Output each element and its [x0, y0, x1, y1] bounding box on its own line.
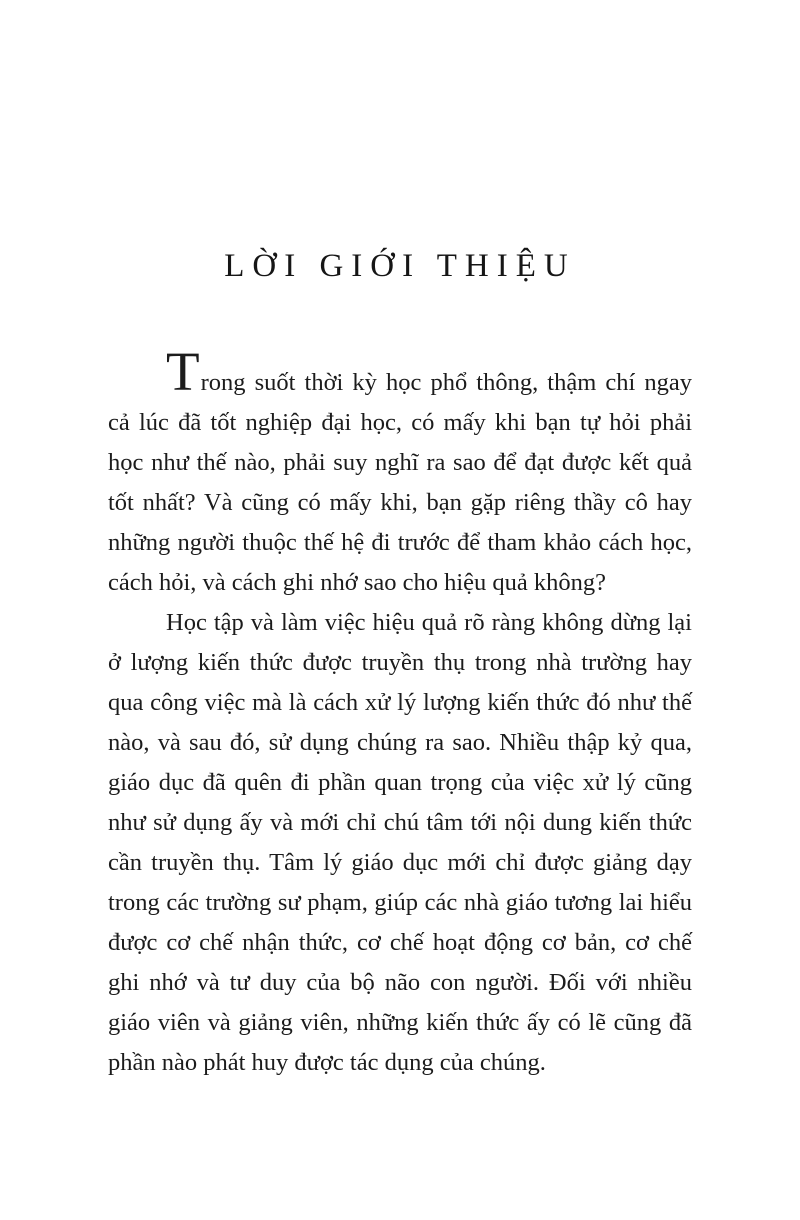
paragraph-1 [108, 341, 692, 603]
chapter-title: LỜI GIỚI THIỆU [224, 248, 576, 284]
paragraph-2: Học tập và làm việc hiệu quả rõ ràng không dừng lại ở lượng kiến thức được truyền thụ trong nhà trường hay qua công việc mà là cách xử lý lượng kiến thức đó như thế nào, và sau đó, sử dụng chúng ra sao. Nhiều thập kỷ qua, giáo dục đã quên đi phần quan trọng của việc xử lý cũng như sử dụng ấy và mới chỉ chú tâm tới nội dung kiến thức cần truyền thụ. Tâm lý giáo dục mới chỉ được giảng dạy trong các trường sư phạm, giúp các nhà giáo tương lai hiểu được cơ chế nhận thức, cơ chế hoạt động cơ bản, cơ chế ghi nhớ và tư duy của bộ não con người. Đối với nhiều giáo viên và giảng viên, những kiến thức ấy có lẽ cũng đã phần nào phát huy được tác dụng của chúng. [108, 609, 692, 1076]
drop-cap: T [166, 341, 201, 402]
paragraph-1-text: rong suốt thời kỳ học phổ thông, thậm chí ngay cả lúc đã tốt nghiệp đại học, có mấy khi bạn tự hỏi phải học như thế nào, phải suy nghĩ ra sao để đạt được kết quả tốt nhất? Và cũng có mấy khi, bạn gặp riêng thầy cô hay những người thuộc thế hệ đi trước để tham khảo cách học, cách hỏi, và cách ghi nhớ sao cho hiệu quả không? [108, 369, 692, 596]
